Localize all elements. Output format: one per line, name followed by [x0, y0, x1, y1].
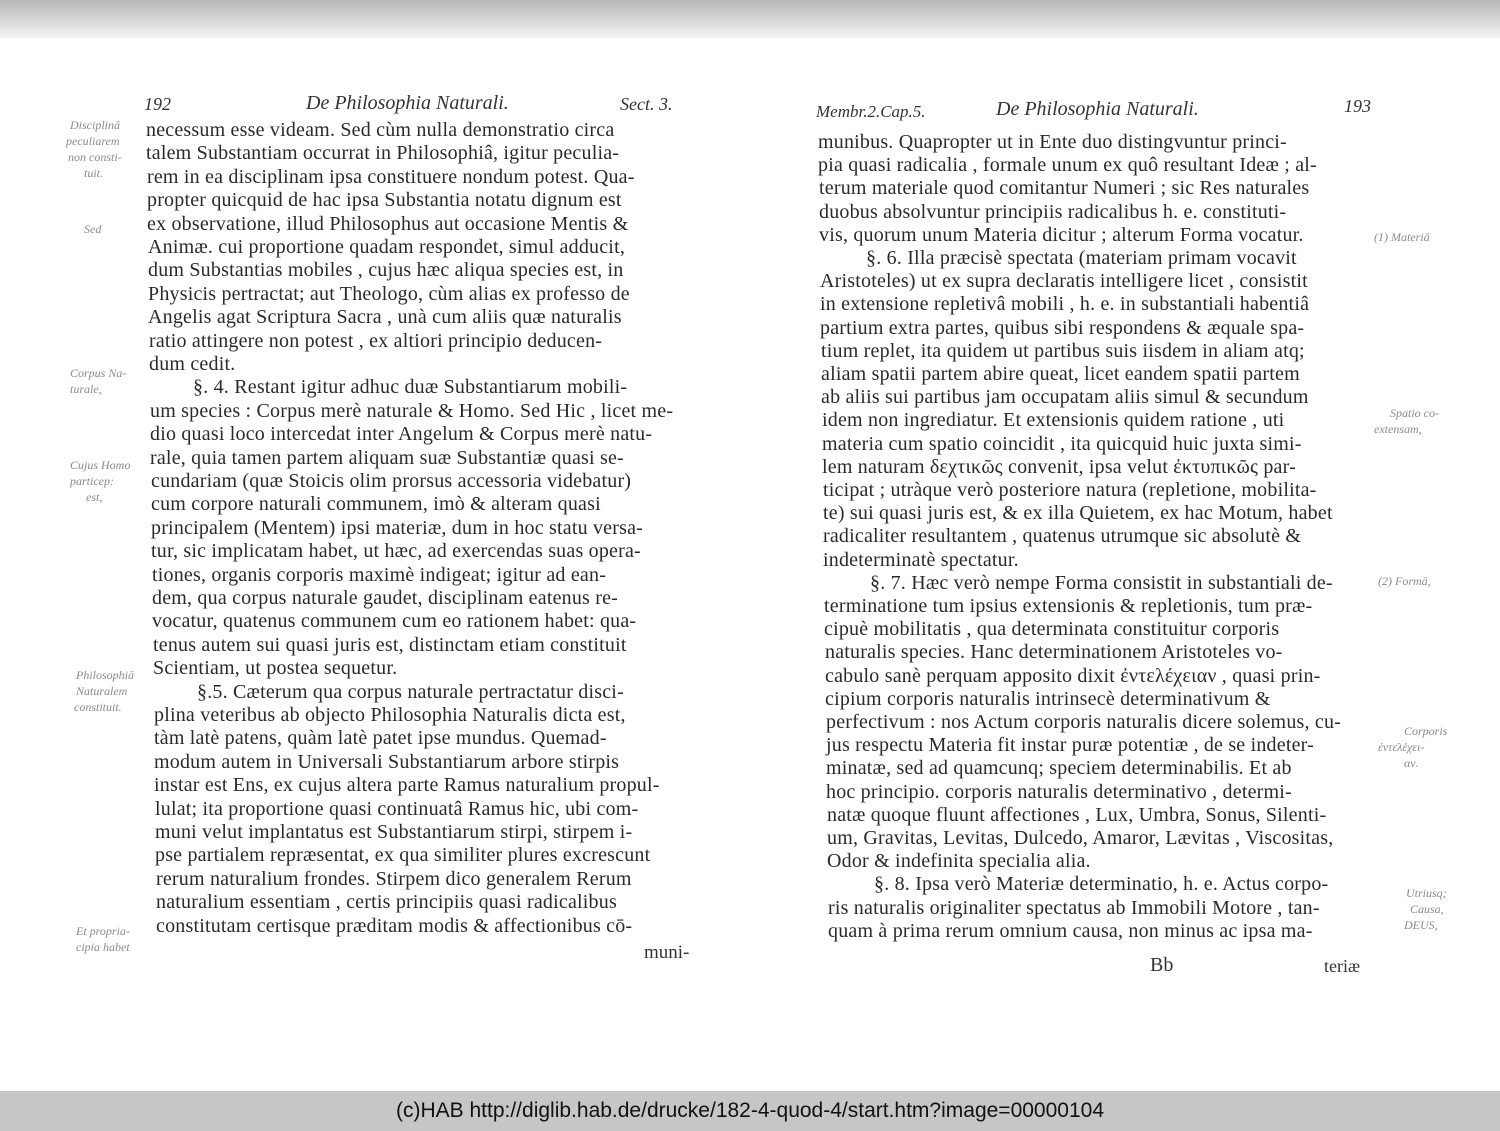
- text-line: ab aliis sui partibus jam occupatam aliis simul & secundum: [821, 386, 1309, 409]
- text-line: hoc principio. corporis naturalis determinativo , determi-: [826, 780, 1292, 803]
- text-line: lem naturam δεχτικῶς convenit, ipsa velut ἐκτυπικῶς par-: [822, 455, 1296, 478]
- text-line: cundariam (quæ Stoicis olim prorsus accessoria videbatur): [151, 470, 632, 492]
- margin-note: ἐντελέχει-: [1378, 740, 1425, 754]
- text-line: Animæ. cui proportione quadam respondet, simul adducit,: [148, 236, 626, 258]
- text-line: partium extra partes, quibus sibi respondens & æquale spa-: [820, 316, 1305, 339]
- text-line: rale, quia tamen partem aliquam suæ Substantiæ quasi se-: [150, 446, 624, 469]
- page-number: 193: [1344, 96, 1371, 116]
- section-label: Sect. 3.: [620, 94, 673, 114]
- page-number: 192: [144, 94, 171, 114]
- margin-note: Et propria-: [76, 924, 130, 938]
- text-line: dem, qua corpus naturale gaudet, disciplinam eatenus re-: [152, 587, 619, 609]
- margin-note: est,: [86, 490, 103, 504]
- text-line: perfectivum : nos Actum corporis naturalis dicere solemus, cu-: [826, 711, 1342, 733]
- text-line: indeterminatè spectatur.: [823, 548, 1019, 571]
- text-line: pse partialem repræsentat, ex qua similiter plures excrescunt: [155, 844, 651, 867]
- margin-note: extensam,: [1374, 422, 1422, 436]
- text-line: ticipat ; utràque verò posteriore natura (repletione, mobilita-: [823, 479, 1317, 501]
- text-line: Angelis agat Scriptura Sacra , unà cum aliis quæ naturalis: [148, 306, 622, 329]
- text-line: cum corpore naturali communem, imò & alteram quasi: [151, 493, 601, 516]
- text-line: in extensione repletivâ mobili , h. e. in substantiali habentiâ: [820, 293, 1310, 316]
- margin-note: particep:: [70, 474, 114, 488]
- text-line: tur, sic implicatam habet, ut hæc, ad exercendas suas opera-: [151, 540, 641, 563]
- signature-mark: Bb: [1150, 954, 1174, 976]
- text-line: ris naturalis originaliter spectatus ab Immobili Motore , tan-: [828, 896, 1320, 919]
- margin-note: Causa,: [1410, 902, 1444, 916]
- running-title: De Philosophia Naturali.: [306, 92, 509, 114]
- text-line: Aristoteles) ut ex supra declaratis intelligere licet , consistit: [820, 270, 1308, 293]
- text-line: Physicis pertractat; aut Theologo, cùm alias ex professo de: [148, 282, 630, 305]
- text-line: tenus autem sui quasi juris est, distinctam etiam constituit: [153, 633, 627, 656]
- text-line: materia cum spatio coincidit , ita quicquid huic juxta simi-: [822, 432, 1302, 455]
- text-line: radicaliter resultantem , quatenus utrumque sic absolutè &: [823, 525, 1302, 548]
- margin-note: tuit.: [84, 166, 104, 180]
- text-line: muni velut implantatus est Substantiarum stirpi, stirpem i-: [155, 821, 633, 843]
- right-page: [800, 90, 1480, 1070]
- text-line: idem non ingrediatur. Et extensionis quidem ratione , uti: [822, 409, 1285, 432]
- text-line: ex observatione, illud Philosophus aut occasione Mentis &: [147, 212, 629, 235]
- margin-note: Philosophiā: [76, 668, 135, 682]
- running-left: Membr.2.Cap.5.: [816, 102, 926, 121]
- margin-note: peculiarem: [66, 134, 120, 148]
- running-title: De Philosophia Naturali.: [996, 98, 1199, 120]
- text-line: dio quasi loco intercedat inter Angelum & Corpus merè natu-: [150, 423, 653, 446]
- text-line: necessum esse videam. Sed cùm nulla demonstratio circa: [146, 119, 615, 141]
- margin-note: Sed: [84, 222, 102, 236]
- margin-note: Spatio co-: [1390, 406, 1439, 420]
- text-line: naturalium essentiam , certis principiis quasi radicalibus: [156, 891, 617, 914]
- text-line: terminatione tum ipsius extensionis & repletionis, tum præ-: [824, 595, 1313, 617]
- text-line: quam à prima rerum omnium causa, non minus ac ipsa ma-: [828, 919, 1313, 942]
- text-line: constitutam certisque præditam modis & affectionibus cō-: [156, 914, 633, 937]
- text-line: Scientiam, ut postea sequetur.: [153, 657, 398, 680]
- text-line: um species : Corpus merè naturale & Homo. Sed Hic , licet me-: [150, 399, 674, 422]
- text-line: §. 7. Hæc verò nempe Forma consistit in substantiali de-: [870, 571, 1333, 594]
- catchword: muni-: [644, 942, 690, 963]
- text-line: tium replet, ita quidem ut partibus suis iisdem in aliam atq;: [821, 339, 1305, 362]
- text-line: §.5. Cæterum qua corpus naturale pertractatur disci-: [197, 680, 624, 703]
- text-line: pia quasi radicalia , formale unum ex quô resultant Ideæ ; al-: [818, 154, 1317, 177]
- margin-note: (2) Formā,: [1378, 574, 1431, 588]
- margin-note: Cujus Homo: [70, 458, 131, 472]
- margin-note: αν.: [1404, 756, 1419, 770]
- text-line: §. 6. Illa præcisè spectata (materiam primam vocavit: [866, 247, 1297, 269]
- margin-note: turale,: [70, 382, 102, 396]
- margin-note: (1) Materiā: [1374, 230, 1430, 244]
- text-line: §. 4. Restant igitur adhuc duæ Substantiarum mobili-: [193, 376, 628, 399]
- text-line: tàm latè patens, quàm latè patet ipse mundus. Quemad-: [154, 727, 607, 750]
- text-line: cabulo sanè perquam apposito dixit ἐντελέχειαν , quasi prin-: [825, 664, 1321, 687]
- text-line: plina veteribus ab objecto Philosophia Naturalis dicta est,: [154, 704, 626, 726]
- text-line: propter quicquid de hac ipsa Substantia notatu dignum est: [147, 189, 622, 212]
- text-line: Odor & indefinita specialia alia.: [827, 850, 1091, 873]
- margin-note: Disciplinā: [70, 118, 120, 132]
- text-line: cipium corporis naturalis intrinsecè determinativum &: [825, 687, 1271, 710]
- text-line: §. 8. Ipsa verò Materiæ determinatio, h. e. Actus corpo-: [874, 873, 1329, 896]
- margin-note: constituit.: [74, 700, 122, 714]
- margin-note: Corpus Na-: [70, 366, 127, 380]
- text-line: naturalis species. Hanc determinationem Aristoteles vo-: [825, 641, 1283, 664]
- text-line: modum autem in Universali Substantiarum arbore stirpis: [154, 750, 620, 773]
- scan-edge: [0, 0, 1500, 38]
- text-line: rem in ea disciplinam ipsa constituere nondum potest. Qua-: [147, 165, 635, 188]
- text-line: munibus. Quapropter ut in Ente duo distingvuntur princi-: [818, 131, 1287, 153]
- text-line: natæ quoque fluunt affectiones , Lux, Umbra, Sonus, Silenti-: [827, 803, 1327, 826]
- text-line: vocatur, quatenus communem cum eo rationem habet: qua-: [152, 610, 637, 633]
- margin-note: Naturalem: [76, 684, 128, 698]
- text-line: lulat; ita proportione quasi continuatâ Ramus hic, ubi com-: [155, 797, 639, 820]
- text-line: vis, quorum unum Materia dicitur ; alterum Forma vocatur.: [819, 223, 1304, 246]
- text-line: talem Substantiam occurrat in Philosophiâ, igitur peculia-: [146, 142, 620, 165]
- text-line: te) sui quasi juris est, & ex illa Quietem, ex hac Motum, habet: [823, 502, 1333, 525]
- text-line: duobus absolvuntur principiis radicalibus h. e. constituti-: [819, 200, 1287, 223]
- margin-note: DEUS,: [1404, 918, 1438, 932]
- text-line: cipuè mobilitatis , qua determinata constituitur corporis: [824, 618, 1280, 641]
- text-line: aliam spatii partem abire queat, licet eandem spatii partem: [821, 363, 1300, 385]
- text-line: um, Gravitas, Levitas, Dulcedo, Amaror, Lævitas , Viscositas,: [827, 827, 1334, 849]
- text-line: dum Substantias mobiles , cujus hæc aliqua species est, in: [148, 259, 624, 282]
- catchword: teriæ: [1324, 956, 1360, 976]
- text-line: terum materiale quod comitantur Numeri ; sic Res naturales: [819, 177, 1310, 200]
- margin-note: cipia habet: [76, 940, 130, 954]
- margin-note: non consti-: [68, 150, 122, 164]
- text-line: tiones, organis corporis maximè indigeat; igitur ad ean-: [152, 563, 607, 586]
- footer-credit: (c)HAB http://diglib.hab.de/drucke/182-4-quod-4/start.htm?image=00000104: [0, 1091, 1500, 1131]
- text-line: instar est Ens, ex cujus altera parte Ramus naturalium propul-: [154, 774, 660, 797]
- margin-note: Utriusq;: [1406, 886, 1447, 900]
- text-line: principalem (Mentem) ipsi materiæ, dum in hoc statu versa-: [151, 516, 644, 539]
- text-line: ratio attingere non potest , ex altiori principio deducen-: [149, 329, 603, 352]
- text-line: jus respectu Materia fit instar puræ potentiæ , de se indeter-: [826, 734, 1314, 757]
- margin-note: Corporis: [1404, 724, 1448, 738]
- text-line: minatæ, sed ad quamcunq; speciem determinabilis. Et ab: [826, 757, 1292, 780]
- text-line: dum cedit.: [149, 353, 236, 375]
- left-page: [60, 90, 720, 1070]
- text-line: rerum naturalium frondes. Stirpem dico generalem Rerum: [156, 867, 632, 890]
